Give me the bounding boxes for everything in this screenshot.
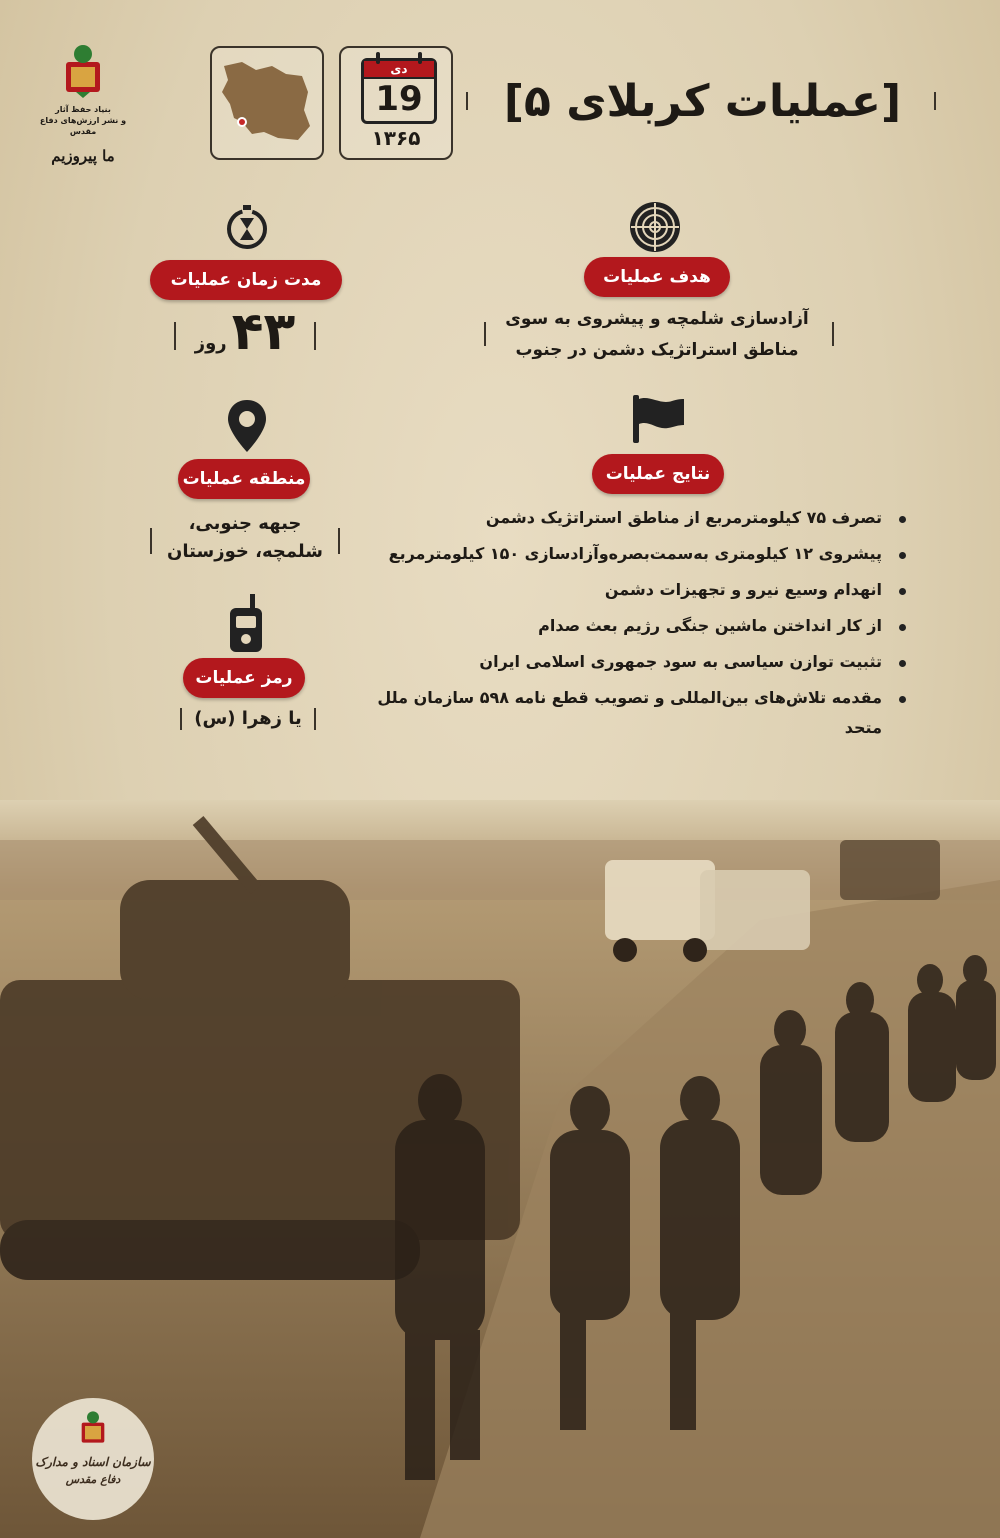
logo-slogan: ما پیروزیم xyxy=(51,147,115,165)
list-item: تصرف ۷۵ کیلومترمربع از مناطق استراتژیک دشمن xyxy=(368,503,908,533)
logo-caption-1: بنیاد حفظ آثار xyxy=(55,105,111,114)
duration-value-group xyxy=(180,300,310,364)
archive-seal xyxy=(32,1398,154,1520)
duration-divider-right xyxy=(314,322,316,350)
code-divider-left xyxy=(180,708,182,730)
code-divider-right xyxy=(314,708,316,730)
objective-line-2: مناطق استراتژیک دشمن در جنوب xyxy=(515,340,799,360)
walkie-talkie-icon xyxy=(226,592,266,654)
objective-divider-right xyxy=(832,322,834,346)
calendar-card xyxy=(339,46,453,160)
region-label: منطقه عملیات xyxy=(178,459,310,499)
location-pin-icon xyxy=(225,398,269,454)
duration-value: ۴۳ xyxy=(231,302,296,362)
list-item: تثبیت توازن سیاسی به سود جمهوری اسلامی ایران xyxy=(368,647,908,677)
list-item: از کار انداختن ماشین جنگی رژیم بعث صدام xyxy=(368,611,908,641)
region-divider-right xyxy=(338,528,340,554)
duration-label: مدت زمان عملیات xyxy=(150,260,342,300)
seal-line-1: سازمان اسناد و مدارک xyxy=(35,1455,151,1469)
objective-divider-left xyxy=(484,322,486,346)
list-item: انهدام وسیع نیرو و تجهیزات دشمن xyxy=(368,575,908,605)
seal-emblem-icon xyxy=(76,1408,110,1448)
list-item: پیشروی ۱۲ کیلومتری به‌سمت‌بصره‌وآزادسازی ۱۵۰ کیلومترمربع xyxy=(368,539,908,569)
code-label: رمز عملیات xyxy=(183,658,305,698)
emblem-icon xyxy=(58,40,108,100)
results-list xyxy=(368,503,908,749)
calendar-icon xyxy=(361,58,437,124)
code-value: یا زهرا (س) xyxy=(194,708,302,729)
calendar-year: ۱۳۶۵ xyxy=(371,126,421,150)
results-label: نتایج عملیات xyxy=(592,454,724,494)
region-text xyxy=(160,510,330,566)
flag-icon xyxy=(630,393,686,445)
organization-logo xyxy=(38,40,128,180)
map-card xyxy=(210,46,324,160)
objective-line-1: آزادسازی شلمچه و پیشروی به سوی xyxy=(505,309,809,329)
page-title: [عملیات کربلای ۵] xyxy=(503,76,902,127)
region-line-1: جبهه جنوبی، xyxy=(188,513,302,534)
target-icon xyxy=(628,200,682,254)
region-divider-left xyxy=(150,528,152,554)
duration-unit: روز xyxy=(194,333,227,354)
seal-line-2: دفاع مقدس xyxy=(65,1473,121,1486)
objective-text xyxy=(490,304,824,366)
calendar-day: 19 xyxy=(375,79,423,119)
logo-caption-2: و نشر ارزش‌های دفاع مقدس xyxy=(39,116,127,136)
calendar-month: دی xyxy=(364,61,434,79)
title-divider-left xyxy=(466,92,468,110)
title-divider-right xyxy=(934,92,936,110)
iran-map-icon xyxy=(212,48,322,158)
region-line-2: شلمچه، خوزستان xyxy=(167,541,323,562)
list-item: مقدمه تلاش‌های بین‌المللی و تصویب قطع نامه ۵۹۸ سازمان ملل متحد xyxy=(368,683,908,743)
stopwatch-icon xyxy=(222,202,272,252)
objective-label: هدف عملیات xyxy=(584,257,730,297)
duration-divider-left xyxy=(174,322,176,350)
